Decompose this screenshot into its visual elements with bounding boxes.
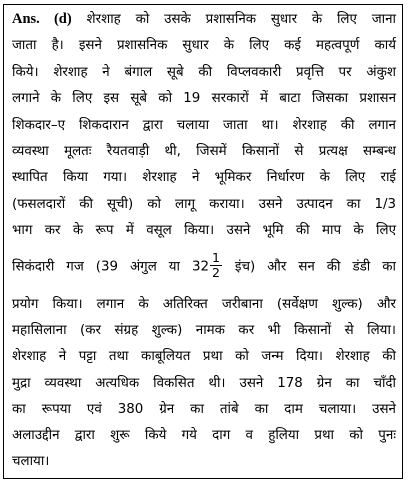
answer-text-10a: सिकंदारी गज (39 अंगुल या 32	[12, 259, 209, 275]
fraction-numerator: 1	[212, 250, 220, 265]
answer-line-8: (फसलदारों की सूची) को लागू कराया। उसने उत्पादन का 1/3	[12, 197, 396, 212]
answer-line-11: प्रयोग किया। लगान के अतिरिक्त जरीबाना (सर्वेक्षण शुल्क) और	[12, 297, 396, 312]
answer-line-13: शेरशाह ने पट्टा तथा काबूलियत प्रथा को जन्म दिया। शेरशाह की	[12, 349, 396, 364]
fraction-denominator: 2	[212, 265, 220, 280]
answer-line-10	[12, 252, 396, 278]
answer-line-15: का रूपया एवं 380 ग्रेन का तांबे का दाम चलाया। उसने	[12, 402, 396, 417]
answer-line-6: व्यवस्था मूलतः रैयतवाड़ी थी, जिसमें किसानों से प्रत्यक्ष सम्बन्ध	[12, 144, 396, 159]
answer-text-10b: इंच) और सन की डंडी का	[222, 259, 396, 275]
answer-line-1	[12, 10, 396, 29]
answer-line-17: चलाया।	[12, 454, 50, 469]
answer-line-4: लगाने के लिए इस सूबे को 19 सरकारों में बाटा जिसका प्रशासन	[12, 91, 396, 106]
answer-line-5: शिकदार–ए शिकदारान द्वारा चलाया जाता था। शेरशाह की लगान	[12, 118, 396, 133]
half-fraction	[210, 251, 222, 280]
answer-line-12: महासिलाना (कर संग्रह शुल्क) नामक कर भी किसानों से लिया।	[12, 323, 396, 338]
answer-line-9: भाग कर के रूप में वसूल किया। उसने भूमि की माप के लिए	[12, 223, 396, 238]
answer-line-3: किये। शेरशाह ने बंगाल सूबे की विप्लवकारी प्रवृत्ति पर अंकुश	[12, 65, 396, 80]
answer-line-14: मुद्रा व्यवस्था अत्यधिक विकसित थी। उसने 178 ग्रेन का चाँदी	[12, 376, 396, 391]
answer-label: Ans. (d)	[12, 11, 72, 27]
answer-line-16: अलाउद्दीन द्वारा शुरू किये गये दाग व हुलिया प्रथा को पुनः	[12, 428, 396, 443]
answer-line-7: स्थापित किया गया। शेरशाह ने भूमिकर निर्धारण के लिए राई	[12, 170, 396, 185]
answer-text-1: शेरशाह को उसके प्रशासनिक सुधार के लिए जाना	[86, 12, 396, 27]
answer-line-2: जाता है। इसने प्रशासनिक सुधार के लिए कई महत्वपूर्ण कार्य	[12, 38, 396, 53]
answer-box	[3, 4, 403, 479]
